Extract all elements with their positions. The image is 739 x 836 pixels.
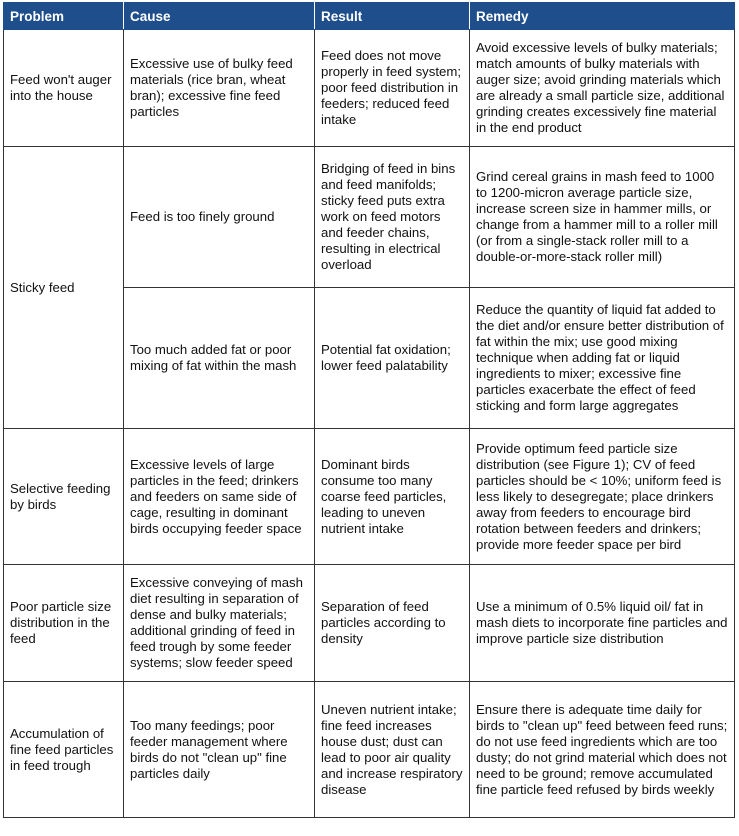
remedy-cell: Use a minimum of 0.5% liquid oil/ fat in mash diets to incorporate fine particles and improve particle size distribution xyxy=(470,565,735,682)
table-row xyxy=(4,429,735,565)
table-row xyxy=(4,682,735,818)
remedy-cell: Avoid excessive levels of bulky materials; match amounts of bulky materials with auger size; avoid grinding materials which are already a small particle size, additional grinding creates excessively fine material in the end product xyxy=(470,30,735,147)
problem-cell: Sticky feed xyxy=(4,147,124,429)
header-problem: Problem xyxy=(4,3,124,30)
table-row xyxy=(4,30,735,147)
feed-problems-table xyxy=(3,2,735,818)
result-cell: Potential fat oxidation; lower feed palatability xyxy=(315,288,470,429)
cause-cell: Too many feedings; poor feeder management where birds do not "clean up" fine particles daily xyxy=(124,682,315,818)
problem-cell: Poor particle size distribution in the feed xyxy=(4,565,124,682)
result-cell: Feed does not move properly in feed system; poor feed distribution in feeders; reduced feed intake xyxy=(315,30,470,147)
cause-cell: Excessive levels of large particles in the feed; drinkers and feeders on same side of cage, resulting in dominant birds occupying feeder space xyxy=(124,429,315,565)
remedy-cell: Reduce the quantity of liquid fat added to the diet and/or ensure better distribution of fat within the mix; use good mixing technique when adding fat or liquid ingredients to mixer; excessive fine particles exacerbate the effect of feed sticking and form large aggregates xyxy=(470,288,735,429)
remedy-cell: Provide optimum feed particle size distribution (see Figure 1); CV of feed particles should be < 10%; uniform feed is less likely to desegregate; place drinkers away from feeders to encourage bird rotation between feeders and drinkers; provide more feeder space per bird xyxy=(470,429,735,565)
cause-cell: Feed is too finely ground xyxy=(124,147,315,288)
result-cell: Bridging of feed in bins and feed manifolds; sticky feed puts extra work on feed motors and feeder chains, resulting in electrical overload xyxy=(315,147,470,288)
cause-cell: Too much added fat or poor mixing of fat within the mash xyxy=(124,288,315,429)
header-row xyxy=(4,3,735,30)
cause-cell: Excessive use of bulky feed materials (rice bran, wheat bran); excessive fine feed particles xyxy=(124,30,315,147)
remedy-cell: Grind cereal grains in mash feed to 1000 to 1200-micron average particle size, increase screen size in hammer mills, or change from a hammer mill to a roller mill (or from a single-stack roller mill to a double-or-more-stack roller mill) xyxy=(470,147,735,288)
problem-cell: Feed won't auger into the house xyxy=(4,30,124,147)
header-cause: Cause xyxy=(124,3,315,30)
result-cell: Separation of feed particles according to density xyxy=(315,565,470,682)
problem-cell: Accumulation of fine feed particles in feed trough xyxy=(4,682,124,818)
cause-cell: Excessive conveying of mash diet resulting in separation of dense and bulky materials; additional grinding of feed in feed trough by some feeder systems; slow feeder speed xyxy=(124,565,315,682)
result-cell: Uneven nutrient intake; fine feed increases house dust; dust can lead to poor air quality and increase respiratory disease xyxy=(315,682,470,818)
remedy-cell: Ensure there is adequate time daily for birds to "clean up" feed between feed runs; do not use feed ingredients which are too dusty; do not grind material which does not need to be ground; remove accumulated fine particle feed refused by birds weekly xyxy=(470,682,735,818)
result-cell: Dominant birds consume too many coarse feed particles, leading to uneven nutrient intake xyxy=(315,429,470,565)
table-row xyxy=(4,565,735,682)
header-remedy: Remedy xyxy=(470,3,735,30)
header-result: Result xyxy=(315,3,470,30)
table-row xyxy=(4,147,735,288)
problem-cell: Selective feeding by birds xyxy=(4,429,124,565)
